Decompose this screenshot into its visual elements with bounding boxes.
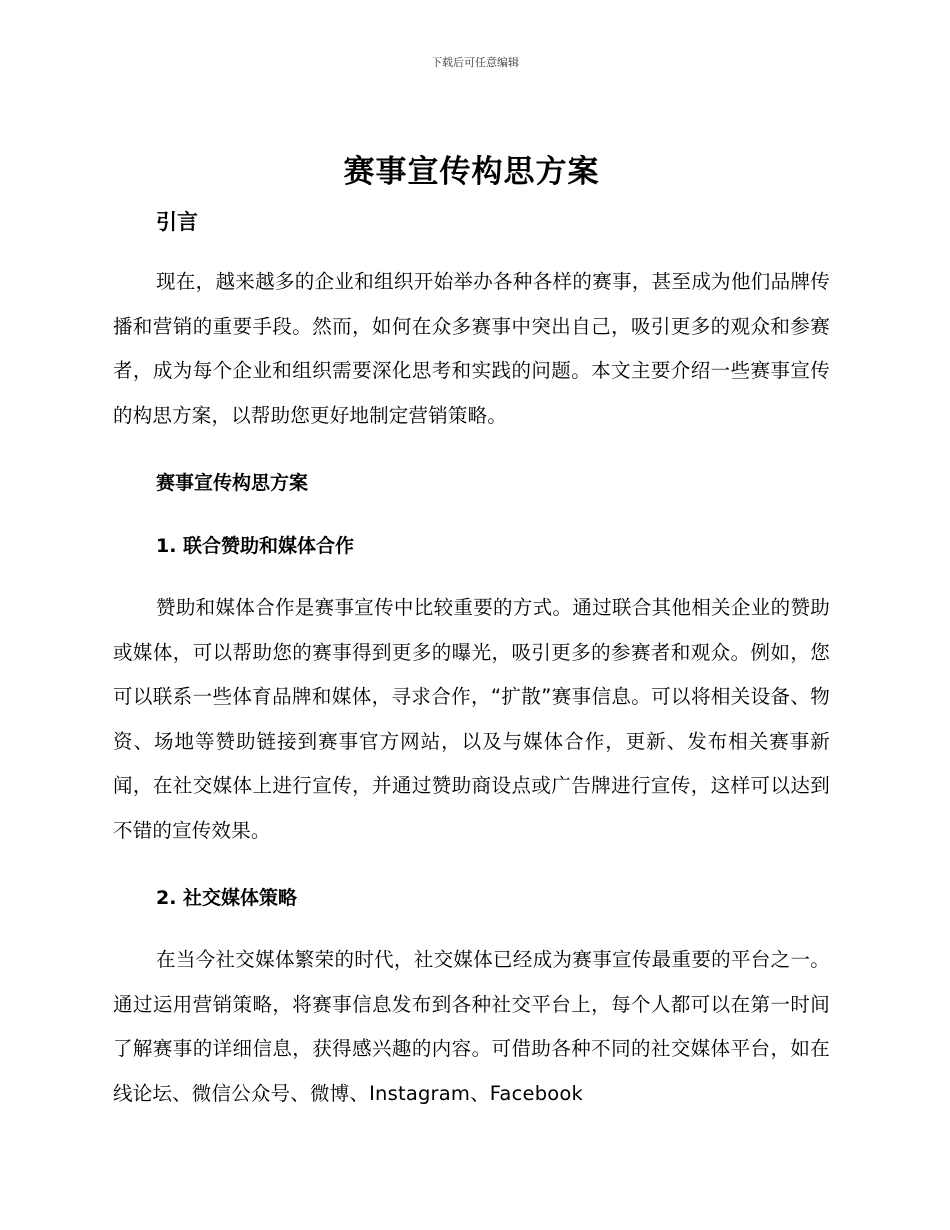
section-heading-social-media: 2. 社交媒体策略 xyxy=(156,887,298,909)
intro-heading: 引言 xyxy=(156,210,198,234)
intro-paragraph: 现在，越来越多的企业和组织开始举办各种各样的赛事，甚至成为他们品牌传播和营销的重要手段。然而，如何在众多赛事中突出自己，吸引更多的观众和参赛者，成为每个企业和组织需要深化思考和实践的问题。本文主要介绍一些赛事宣传的构思方案，以帮助您更好地制定营销策略。 xyxy=(113,270,830,427)
section-paragraph-sponsorship: 赞助和媒体合作是赛事宣传中比较重要的方式。通过联合其他相关企业的赞助或媒体，可以帮助您的赛事得到更多的曝光，吸引更多的参赛者和观众。例如，您可以联系一些体育品牌和媒体，寻求合作，“扩散”赛事信息。可以将相关设备、物资、场地等赞助链接到赛事官方网站，以及与媒体合作，更新、发布相关赛事新闻，在社交媒体上进行宣传，并通过赞助商设点或广告牌进行宣传，这样可以达到不错的宣传效果。 xyxy=(113,596,830,842)
section-paragraph-social-media: 在当今社交媒体繁荣的时代，社交媒体已经成为赛事宣传最重要的平台之一。通过运用营销策略，将赛事信息发布到各种社交平台上，每个人都可以在第一时间了解赛事的详细信息，获得感兴趣的内容。可借助各种不同的社交媒体平台，如在线论坛、微信公众号、微博、Instagram、Facebook xyxy=(113,948,830,1105)
document-title: 赛事宣传构思方案 xyxy=(343,154,600,190)
document-body xyxy=(113,146,830,1116)
plan-heading: 赛事宣传构思方案 xyxy=(156,472,309,494)
section-heading-sponsorship: 1. 联合赞助和媒体合作 xyxy=(156,535,355,557)
page-header-note: 下载后可任意编辑 xyxy=(431,56,519,69)
